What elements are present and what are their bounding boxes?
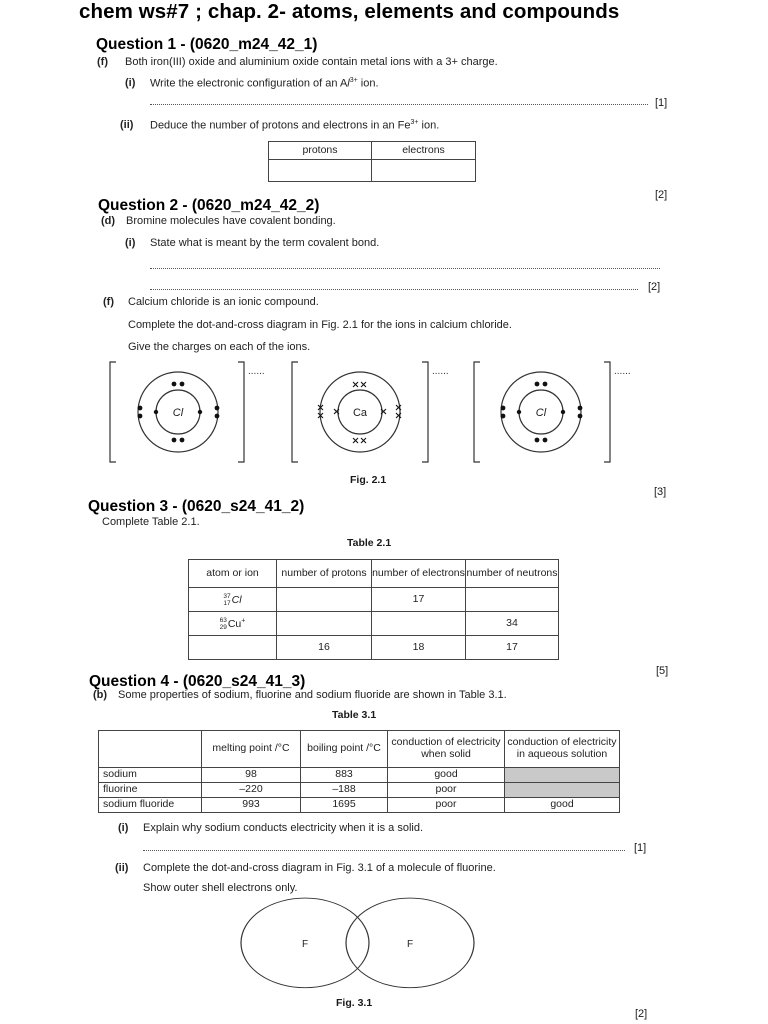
q1-protons-electrons-table [268, 141, 476, 182]
table-row [189, 588, 559, 612]
t21-header-electrons: number of electrons [372, 560, 466, 588]
t21-header-protons: number of protons [277, 560, 372, 588]
q1-i-question [150, 77, 379, 90]
t21-row3-symbol[interactable] [189, 636, 277, 660]
table-row [99, 768, 620, 783]
t21-row2-element: Cu [227, 617, 242, 630]
q2-part-f-text: Calcium chloride is an ionic compound. [128, 296, 319, 308]
q1-i-sup: 3+ [349, 77, 358, 84]
q2-part-d-label: (d) [101, 215, 116, 227]
q4-i-mark: [1] [634, 842, 647, 854]
t31-row2-solid: poor [388, 783, 505, 798]
t21-row1-symbol [189, 588, 277, 612]
ion-label-cl-1: Cl [172, 407, 184, 419]
q3-intro: Complete Table 2.1. [102, 516, 200, 528]
q2-part-d-text: Bromine molecules have covalent bonding. [126, 215, 336, 227]
t21-row2-electrons[interactable] [372, 612, 466, 636]
t31-row1-solid: good [388, 768, 505, 783]
fig-2-1-diagram[interactable] [100, 358, 660, 468]
q1-electrons-cell[interactable] [372, 160, 476, 182]
q1-ii-question [150, 119, 439, 132]
t31-row2-bp: –188 [301, 783, 388, 798]
q1-i-mark: [1] [655, 97, 668, 109]
q1-header-protons: protons [269, 142, 372, 160]
t31-header-blank [99, 731, 202, 768]
atom-label-f-2: F [406, 939, 414, 950]
q1-protons-cell[interactable] [269, 160, 372, 182]
ion-label-cl-2: Cl [535, 407, 547, 419]
q1-part-f-text: Both iron(III) oxide and aluminium oxide contain metal ions with a 3+ charge. [125, 56, 498, 68]
t21-row1-element: Cl [231, 593, 242, 606]
q1-ii-label: (ii) [120, 119, 134, 131]
atom-label-f-1: F [301, 939, 309, 950]
t31-row2-aq [505, 783, 620, 798]
table-2-1-title: Table 2.1 [347, 537, 392, 549]
question-3-heading: Question 3 - (0620_s24_41_2) [88, 498, 305, 515]
q4-i-answer-line[interactable] [143, 850, 625, 851]
q4-ii-label: (ii) [115, 862, 129, 874]
q2-part-f-label: (f) [103, 296, 114, 308]
bracket-left-3 [474, 362, 480, 462]
q1-i-label: (i) [125, 77, 136, 89]
t21-row2-symbol [189, 612, 277, 636]
q1-part-f-label: (f) [97, 56, 108, 68]
q4-i-text: Explain why sodium conducts electricity when it is a solid. [143, 822, 424, 834]
t21-header-neutrons: number of neutrons [466, 560, 559, 588]
q1-ii-text-b: ion. [418, 119, 440, 132]
t21-row3-electrons: 18 [372, 636, 466, 660]
ion-label-ca: Ca [352, 407, 368, 419]
t31-header-solid: conduction of electricity when solid [388, 731, 505, 768]
q4-part-b-label: (b) [93, 689, 108, 701]
t21-row1-mass: 37 [223, 592, 231, 600]
t31-header-bp: boiling point /°C [301, 731, 388, 768]
q2-i-label: (i) [125, 237, 136, 249]
q4-ii-text-2: Show outer shell electrons only. [143, 882, 298, 894]
fig-3-1-diagram[interactable] [236, 896, 482, 992]
t21-row2-mass: 63 [219, 616, 227, 624]
bracket-left-1 [110, 362, 116, 462]
t21-row3-protons: 16 [277, 636, 372, 660]
t31-row1-aq [505, 768, 620, 783]
t21-row1-electrons: 17 [372, 588, 466, 612]
t31-row3-mp: 993 [202, 798, 301, 813]
q2-part-f-charges: Give the charges on each of the ions. [128, 341, 311, 353]
q3-mark: [5] [656, 665, 669, 677]
t31-row2-name: fluorine [99, 783, 202, 798]
q1-ii-sup: 3+ [410, 119, 419, 126]
q4-mark: [2] [635, 1008, 648, 1020]
t31-row1-mp: 98 [202, 768, 301, 783]
charge-blank-3[interactable]: ...... [614, 366, 631, 377]
q1-i-answer-line[interactable] [150, 104, 648, 105]
t31-header-mp: melting point /°C [202, 731, 301, 768]
bracket-right-2 [422, 362, 428, 462]
q4-ii-text: Complete the dot-and-cross diagram in Fig. 3.1 of a molecule of fluorine. [143, 862, 496, 874]
t21-row2-atomic: 29 [219, 623, 227, 631]
t31-row3-bp: 1695 [301, 798, 388, 813]
q4-i-label: (i) [118, 822, 129, 834]
t31-row2-mp: –220 [202, 783, 301, 798]
q4-part-b-text: Some properties of sodium, fluorine and sodium fluoride are shown in Table 3.1. [118, 689, 507, 701]
q1-mark: [2] [655, 189, 668, 201]
bracket-right-3 [604, 362, 610, 462]
t21-header-atom: atom or ion [189, 560, 277, 588]
worksheet-title: chem ws#7 ; chap. 2- atoms, elements and compounds [79, 0, 620, 23]
table-row [189, 612, 559, 636]
q2-mark: [3] [654, 486, 667, 498]
bracket-right-1 [238, 362, 244, 462]
t21-row2-neutrons: 34 [466, 612, 559, 636]
table-2-1 [188, 559, 559, 660]
t21-row1-protons[interactable] [277, 588, 372, 612]
t21-row3-neutrons: 17 [466, 636, 559, 660]
q2-i-mark: [2] [648, 281, 661, 293]
bracket-left-2 [292, 362, 298, 462]
table-row [99, 783, 620, 798]
t31-row3-name: sodium fluoride [99, 798, 202, 813]
question-4-heading: Question 4 - (0620_s24_41_3) [89, 673, 306, 690]
t21-row1-neutrons[interactable] [466, 588, 559, 612]
t31-row1-name: sodium [99, 768, 202, 783]
t31-row3-aq: good [505, 798, 620, 813]
table-3-1 [98, 730, 620, 813]
q1-i-text-a: Write the electronic configuration of an A [150, 77, 348, 90]
fig-2-1-caption: Fig. 2.1 [350, 474, 387, 486]
q1-i-text-b: ion. [357, 77, 379, 90]
t21-row2-charge: + [241, 616, 246, 624]
q2-i-text: State what is meant by the term covalent bond. [150, 237, 380, 249]
table-3-1-title: Table 3.1 [332, 709, 377, 721]
q1-i-italic: l [347, 77, 350, 90]
question-1-heading: Question 1 - (0620_m24_42_1) [96, 36, 318, 53]
table-row [99, 798, 620, 813]
q1-header-electrons: electrons [372, 142, 476, 160]
charge-blank-1[interactable]: ...... [248, 366, 265, 377]
t21-row2-protons[interactable] [277, 612, 372, 636]
q1-ii-text-a: Deduce the number of protons and electrons in an Fe [150, 119, 411, 132]
charge-blank-2[interactable]: ...... [432, 366, 449, 377]
t31-row3-solid: poor [388, 798, 505, 813]
fig-3-1-caption: Fig. 3.1 [336, 997, 373, 1009]
t21-row1-atomic: 17 [223, 599, 231, 607]
question-2-heading: Question 2 - (0620_m24_42_2) [98, 197, 320, 214]
table-row [189, 636, 559, 660]
t31-row1-bp: 883 [301, 768, 388, 783]
t31-header-aqueous: conduction of electricity in aqueous solution [505, 731, 620, 768]
q2-i-answer-line-2[interactable] [150, 289, 638, 290]
q2-part-f-instruction: Complete the dot-and-cross diagram in Fig. 2.1 for the ions in calcium chloride. [128, 319, 512, 331]
q2-i-answer-line-1[interactable] [150, 268, 660, 269]
